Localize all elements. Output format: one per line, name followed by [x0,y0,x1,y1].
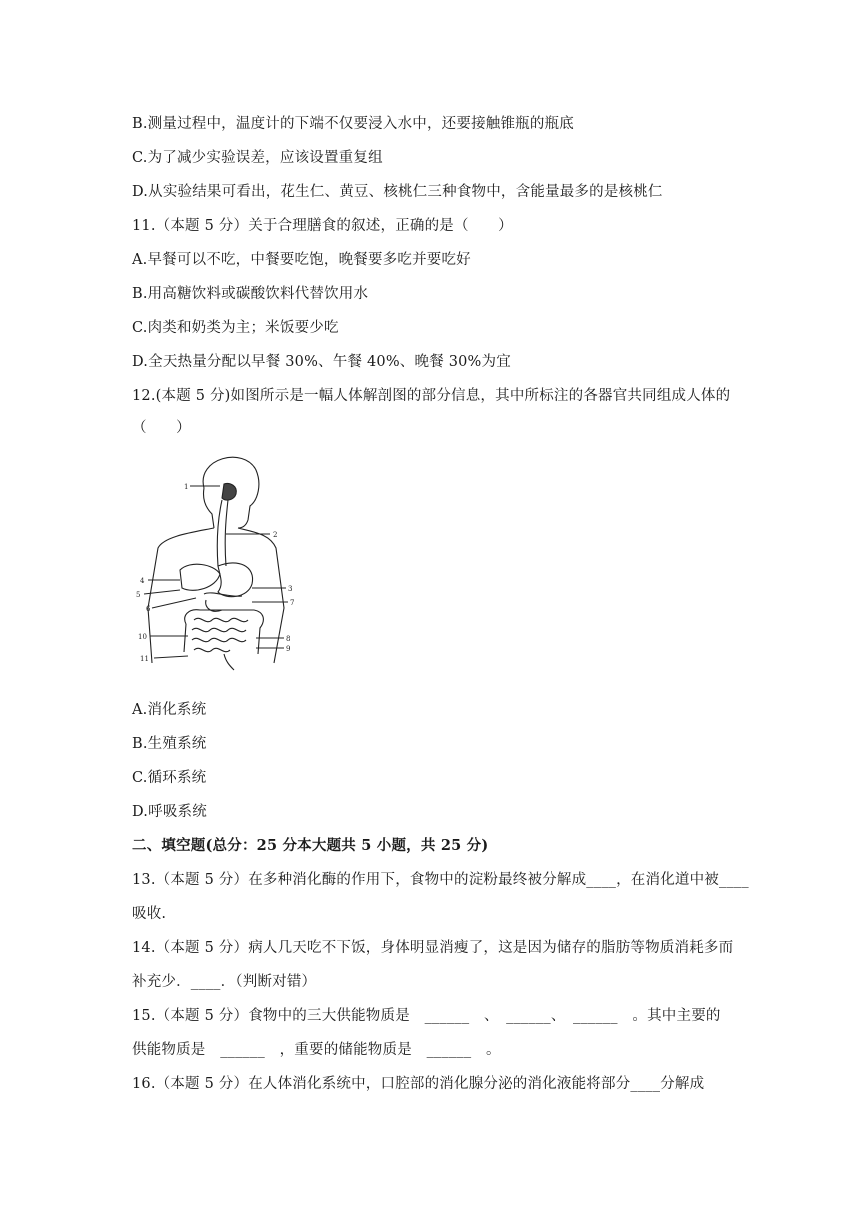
label-10: 10 [138,633,147,641]
question-12: 12.(本题 5 分)如图所示是一幅人体解剖图的部分信息，其中所标注的各器官共同组成人体的 [132,388,731,404]
anatomy-figure [134,448,304,678]
question-13: 13.（本题 5 分）在多种消化酶的作用下，食物中的淀粉最终被分解成____，在消化道中被____ [132,872,749,888]
label-8: 8 [286,635,291,643]
question-14: 14.（本题 5 分）病人几天吃不下饭，身体明显消瘦了，这是因为储存的脂肪等物质消耗多而 [132,940,734,956]
option-12a: A.消化系统 [132,702,207,718]
label-4: 4 [140,577,145,585]
question-15-cont: 供能物质是 ______ ，重要的储能物质是 ______ 。 [132,1042,501,1058]
option-10b: B.测量过程中，温度计的下端不仅要浸入水中，还要接触锥瓶的瓶底 [132,116,574,132]
option-10d: D.从实验结果可看出，花生仁、黄豆、核桃仁三种食物中，含能量最多的是核桃仁 [132,184,663,200]
option-11d: D.全天热量分配以早餐 30%、午餐 40%、晚餐 30%为宜 [132,354,511,370]
question-13-cont: 吸收. [132,906,167,922]
label-9: 9 [286,645,291,653]
section-heading-fill-in: 二、填空题(总分：25 分本大题共 5 小题，共 25 分) [132,837,489,854]
option-11b: B.用高糖饮料或碳酸饮料代替饮用水 [132,286,369,302]
option-10c: C.为了减少实验误差，应该设置重复组 [132,150,383,166]
label-11: 11 [140,655,149,663]
question-12-bracket: （ ） [132,420,191,436]
question-11: 11.（本题 5 分）关于合理膳食的叙述，正确的是（ ） [132,218,513,234]
label-5: 5 [136,591,141,599]
digestive-system-diagram [134,448,304,678]
option-12d: D.呼吸系统 [132,804,207,820]
option-11a: A.早餐可以不吃，中餐要吃饱，晚餐要多吃并要吃好 [132,252,471,268]
label-3: 3 [288,585,293,593]
question-15: 15.（本题 5 分）食物中的三大供能物质是 ______ 、 ______、 ______ 。其中主要的 [132,1008,721,1024]
label-1: 1 [184,483,189,491]
option-12b: B.生殖系统 [132,736,207,752]
question-16: 16.（本题 5 分）在人体消化系统中，口腔部的消化腺分泌的消化液能将部分____分解成 [132,1076,705,1092]
label-6: 6 [146,605,151,613]
question-14-cont: 补充少．____．（判断对错） [132,974,317,990]
label-2: 2 [273,531,278,539]
label-7: 7 [290,599,295,607]
option-11c: C.肉类和奶类为主；米饭要少吃 [132,320,339,336]
option-12c: C.循环系统 [132,770,207,786]
